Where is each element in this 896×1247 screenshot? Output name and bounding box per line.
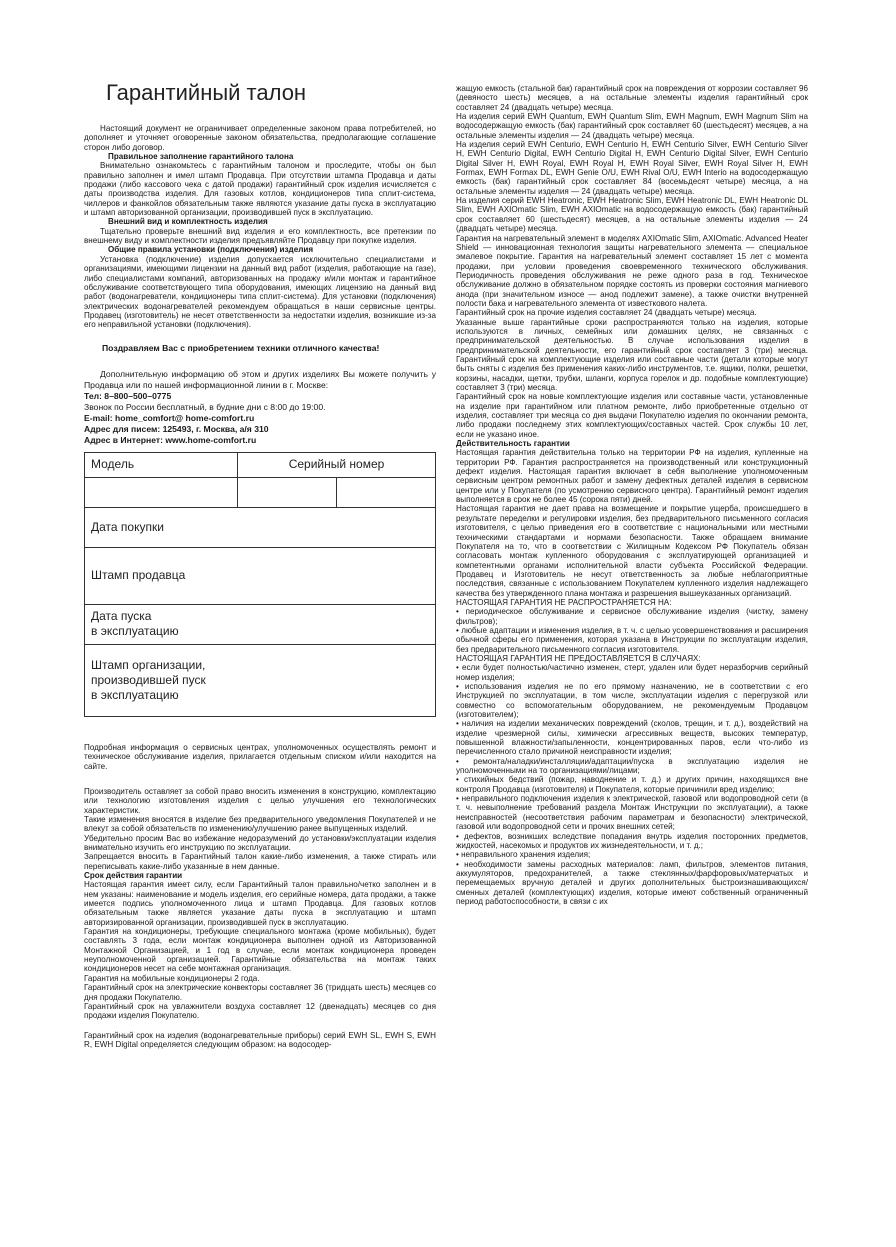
postal-address: Адрес для писем: 125493, г. Москва, а/я 310 xyxy=(84,423,269,434)
hotline-phone: Тел: 8–800–500–0775 xyxy=(84,390,172,401)
more-info-text: Дополнительную информацию об этом и других изделиях Вы можете получить у Продавца или по нашей информационной линии в г. Москве: xyxy=(84,368,436,390)
changes-paragraph-3: Убедительно просим Вас во избежание недоразумений до установки/эксплуатации изделия внимательно изучить его инструкцию по эксплуатации. xyxy=(84,833,436,852)
page-title: Гарантийный талон xyxy=(106,80,307,105)
serial-field-2 xyxy=(337,477,436,507)
warranty-paragraph-6: Гарантийный срок на изделия (водонагревательные приборы) серий EWH SL, EWH S, EWH R, EWH Digital определяется следующим образом: на водосодер- xyxy=(84,1030,436,1049)
not-covered-title: НАСТОЯЩАЯ ГАРАНТИЯ НЕ РАСПРОСТРАНЯЕТСЯ НА: xyxy=(456,597,672,607)
filling-paragraph: Внимательно ознакомьтесь с гарантийным талоном и проследите, чтобы он был правильно заполнен и имел штамп Продавца. При отсутствии штампа Продавца и даты продажи (либо кассового чека с датой продажи) гарантийный срок изделия исчисляется с даты производства изделия. Для газовых котлов, кондиционеров типа сплит-система, чиллеров и фанкойлов обязательным также являются указание даты пуска в эксплуатацию и штамп авторизованной организации, производившей пуск в эксплуатацию. xyxy=(84,161,436,218)
not-provided-item: • неправильного подключения изделия к электрической, газовой или водопроводной сети (в т. ч. невыполнение требований раздела Монтаж Инструкции по эксплуатации), а также неисправностей (несоответствия рабочим параметрам и безопасности) электрической, газовой или водопроводной сети и прочих внешних сетей; xyxy=(456,794,808,832)
not-provided-item: • наличия на изделии механических повреждений (сколов, трещин, и т. д.), воздействий на изделие чрезмерной силы, химически агрессивных веществ, высоких температур, повышенной влажности/запыленности, концентрированных паров, если что-либо из перечисленного стало причиной неисправности изделия; xyxy=(456,719,808,757)
website-address: Адрес в Интернет: www.home-comfort.ru xyxy=(84,434,257,445)
purchase-date-field: Дата покупки xyxy=(85,507,436,547)
right-paragraph-8: Гарантийный срок на новые комплектующие изделия или составные части, установленные на изделие при гарантийном или платном ремонте, либо приобретенные отдельно от изделия, составляет три месяца со дня выдачи Покупателю изделия по окончании ремонта, либо продажи последнему этих комплектующих/составных частей. Срок службы 10 лет, если не указано иное. xyxy=(456,392,808,439)
congratulations-text: Поздравляем Вас с приобретением техники отличного качества! xyxy=(102,342,380,353)
start-date-field xyxy=(85,604,436,644)
not-provided-item: • стихийных бедствий (пожар, наводнение и т. д.) и других причин, находящихся вне контроля Продавца (изготовителя) и Покупателя, которые причинили вред изделию; xyxy=(456,775,808,794)
not-covered-item: • периодическое обслуживание и сервисное обслуживание изделия (чистку, замену фильтров); xyxy=(456,607,808,626)
model-label: Модель xyxy=(85,452,238,477)
warranty-paragraph-4: Гарантийный срок на электрические конвекторы составляет 36 (тридцать шесть) месяцев со дня продажи Покупателю. xyxy=(84,983,436,1002)
right-paragraph-3: На изделия серий EWH Centurio, EWH Centurio H, EWH Centurio Silver, EWH Centurio Silver H, EWH Centurio Digital, EWH Centurio Digital H, EWH Centurio Digital Silver, EWH Centurio Digital Silver H, EWH Royal, EWH Royal H, EWH Royal Silver, EWH Royal Silver H, EWH Formax, EWH Formax DL, EWH Genie O/U, EWH Rival O/U, EWH Interio на водосодержащую емкость (бак) гарантийный срок составляет 84 (восемьдесят четыре) месяца, а на остальные элементы изделия — 24 (двадцать четыре) месяца. xyxy=(456,140,808,196)
appearance-paragraph: Тщательно проверьте внешний вид изделия и его комплектность, все претензии по внешнему виду и комплектности изделия предъявляйте Продавцу при покупке изделия. xyxy=(84,226,436,246)
service-info-paragraph: Подробная информация о сервисных центрах, уполномоченных осуществлять ремонт и техническое обслуживание изделия, прилагается отдельным списком и/или находится на сайте. xyxy=(84,742,436,771)
installer-stamp-field xyxy=(85,644,436,716)
serial-number-label: Серийный номер xyxy=(238,452,436,477)
section-heading-warranty-term: Срок действия гарантии xyxy=(84,871,183,881)
warranty-paragraph-2: Гарантия на кондиционеры, требующие специального монтажа (кроме мобильных), будет составлять 3 года, если монтаж кондиционера выполнен одной из Авторизованной Монтажной Организацией, и 1 год в случае, если монтаж кондиционера проведен неуполномоченной организацией. Гарантийные обязательства на монтаж таких кондиционеров несет на себе монтажная организация. xyxy=(84,927,436,974)
right-paragraph-5: Гарантия на нагревательный элемент в моделях AXIOmatic Slim, AXIOmatic. Advanced Heater Shield — инновационная технология защиты нагревательного элемента — специальное эмалевое покрытие. Гарантия на нагревательный элемент составляет 15 лет с момента продажи, при условии проведения своевременного технического обслуживания. Периодичность проведения обслуживания не реже одного раза в год. Техническое обслуживание должно в обязательном порядке состоять из проверки состояния магниевого анода (при значительном износе — анод подлежит замене), а также очистки внутренней полости бака и нагревательного элемента от известкового налета. xyxy=(456,233,808,308)
intro-paragraph: Настоящий документ не ограничивает определенные законом права потребителей, но дополняет и уточняет оговоренные законом обязательства, предполагающие соглашение сторон либо договор. xyxy=(84,124,436,152)
changes-paragraph-2: Такие изменения вносятся в изделие без предварительного уведомления Покупателей и не влекут за собой обязательств по изменению/улучшению ранее выпущенных изделий. xyxy=(84,814,436,834)
section-heading-appearance: Внешний вид и комплектность изделия xyxy=(108,217,268,227)
right-paragraph-1: жащую емкость (стальной бак) гарантийный срок на повреждения от коррозии составляет 96 (девяносто шесть) месяцев, а на остальные элементы изделия гарантийный срок составляет 24 (двадцать четыре) месяца. xyxy=(456,84,808,112)
not-provided-item: • дефектов, возникших вследствие попадания внутрь изделия посторонних предметов, жидкостей, насекомых и продуктов их жизнедеятельности, и т. д.; xyxy=(456,831,808,850)
section-heading-filling: Правильное заполнение гарантийного талона xyxy=(108,152,294,162)
contact-email: E-mail: home_comfort@ home-comfort.ru xyxy=(84,412,255,423)
not-covered-item: • любые адаптации и изменения изделия, в т. ч. с целью усовершенствования и расширения обычной сферы его применения, которая указана в Инструкции по эксплуатации изделия, без предварительного письменного согласия изготовителя. xyxy=(456,625,808,654)
right-paragraph-4: На изделия серий EWH Heatronic, EWH Heatronic Slim, EWH Heatronic DL, EWH Heatronic DL Slim, EWH AXIOmatic Slim, EWH AXIOmatic на водосодержащую емкость (бак) гарантийный срок составляет 60 (шестьдесят) месяцев, а на остальные элементы изделия — 24 (двадцать четыре) месяца. xyxy=(456,196,808,234)
installation-paragraph: Установка (подключение) изделия допускается исключительно специалистами и организациями, имеющими лицензии на данный вид работ (изделия, работающие на газе), либо специалистами компаний, авторизованных на продажу и/или монтаж и гарантийное обслуживание соответствующего типа оборудования, имеющих лицензию на данный вид работ (водонагреватели, кондиционеры типа сплит-система). Для установки (подключения) электрических водонагревателей рекомендуем обращаться в наши сервисные центры. Продавец (изготовитель) не несет ответственности за недостатки изделия, возникшие из-за его неправильной установки (подключения). xyxy=(84,254,436,330)
installer-stamp-label-line-3: в эксплуатацию xyxy=(91,687,179,702)
call-hours: Звонок по России бесплатный, в будние дни с 8:00 до 19:00. xyxy=(84,401,326,412)
contact-block xyxy=(84,369,436,446)
right-paragraph-7: Указанные выше гарантийные сроки распространяются только на изделия, которые используются в личных, семейных или домашних целях, не связанных с предпринимательской деятельностью. В случае использования изделия в предпринимательской деятельности, его гарантийный срок составляет 3 (три) месяца. Гарантийный срок на комплектующие изделия или составные части (детали которые могут быть сняты с изделия без применения каких-либо инструментов, т.е. ящики, полки, решетки, корзины, насадки, щетки, трубки, шланги, корпуса горелок и др. подобные комплектующие) составляет 3 (три) месяца. xyxy=(456,317,808,392)
changes-paragraph-1: Производитель оставляет за собой право вносить изменения в конструкцию, комплектацию или технологию изготовления изделия с целью улучшения его технологических характеристик. xyxy=(84,786,436,815)
right-paragraph-10: Настоящая гарантия не дает права на возмещение и покрытие ущерба, происшедшего в результате переделки и регулировки изделия, без предварительного письменного согласия изготовителя, с целью приведения его в соответствие с национальными или местными техническими стандартами и нормами безопасности. Также обращаем внимание Покупателя на то, что в соответствии с Жилищным Кодексом РФ Покупатель обязан согласовать монтаж купленного оборудования с эксплуатирующей организацией и компетентными органами исполнительной власти субъекта Российской Федерации. Продавец и Изготовитель не несут ответственность за любые неблагоприятные последствия, связанные с использованием Покупателем купленного изделия надлежащего качества без утвержденного плана монтажа и разрешения вышеуказанных организаций. xyxy=(456,504,808,598)
section-heading-installation: Общие правила установки (подключения) изделия xyxy=(108,245,314,255)
right-paragraph-2: На изделия серий EWH Quantum, EWH Quantum Slim, EWH Magnum, EWH Magnum Slim на водосодержащую емкость (бак) гарантийный срок составляет 60 (шестьдесят) месяцев, а на остальные элементы изделия — 24 (двадцать четыре) месяца. xyxy=(456,112,808,140)
seller-stamp-field: Штамп продавца xyxy=(85,547,436,604)
warranty-paragraph-3: Гарантия на мобильные кондиционеры 2 года. xyxy=(84,973,260,983)
model-field xyxy=(85,477,238,507)
warranty-paragraph-1: Настоящая гарантия имеет силу, если Гарантийный талон правильно/четко заполнен и в нем указаны: наименование и модель изделия, его серийные номера, дата продажи, а также имеется подпись уполномоченного лица и штамп Продавца. Для газовых котлов обязательным также является указание даты пуска в эксплуатацию и штамп авторизированной организации, производившей пуск в эксплуатацию. xyxy=(84,880,436,927)
right-paragraph-6: Гарантийный срок на прочие изделия составляет 24 (двадцать четыре) месяца. xyxy=(456,308,757,318)
not-provided-item: • ремонта/наладки/инсталляции/адаптации/пуска в эксплуатацию изделия не уполномоченными на то организациями/лицами; xyxy=(456,756,808,776)
not-provided-item: • если будет полностью/частично изменен, стерт, удален или будет неразборчив серийный номер изделия; xyxy=(456,663,808,682)
warranty-form-table xyxy=(84,452,436,717)
installer-stamp-label-line-2: производившей пуск xyxy=(91,672,206,687)
changes-paragraph-4: Запрещается вносить в Гарантийный талон какие-либо изменения, а также стирать или переписывать какие-либо указанные в нем данные. xyxy=(84,852,436,871)
not-provided-title: НАСТОЯЩАЯ ГАРАНТИЯ НЕ ПРЕДОСТАВЛЯЕТСЯ В СЛУЧАЯХ: xyxy=(456,653,701,663)
not-provided-item: • использования изделия не по его прямому назначению, не в соответствии с его Инструкцией по эксплуатации, в том числе, эксплуатации изделия с перегрузкой или совместно со вспомогательным оборудованием, не рекомендуемым Продавцом (изготовителем); xyxy=(456,682,808,720)
start-date-label-line-1: Дата пуска xyxy=(91,609,152,624)
installer-stamp-label-line-1: Штамп организации, xyxy=(91,657,206,672)
section-heading-validity: Действительность гарантии xyxy=(456,439,570,449)
left-column xyxy=(84,124,436,1049)
right-paragraph-9: Настоящая гарантия действительна только на территории РФ на изделия, купленные на территории РФ. Гарантия распространяется на производственный или конструкционный дефект изделия. Настоящая гарантия включает в себя выполнение уполномоченным сервисным центром ремонтных работ и замену дефектных деталей изделия в сервисном центре или у Покупателя (по усмотрению сервисного центра). Гарантийный ремонт изделия выполняется в срок не более 45 (сорока пяти) дней. xyxy=(456,448,808,505)
not-provided-item: • неправильного хранения изделия; xyxy=(456,850,591,860)
right-column xyxy=(456,84,808,906)
not-provided-item: • необходимости замены расходных материалов: ламп, фильтров, элементов питания, аккумуляторов, предохранителей, а также стеклянных/фарфоровых/матерчатых и перемещаемых вручную деталей и других дополнительных быстроизнашивающихся/сменных деталей (комплектующих) изделия, которые имеют собственный ограниченный период работоспособности, в связи с их xyxy=(456,859,808,906)
serial-field-1 xyxy=(238,477,337,507)
start-date-label-line-2: в эксплуатацию xyxy=(91,624,179,639)
warranty-paragraph-5: Гарантийный срок на увлажнители воздуха составляет 12 (двенадцать) месяцев со дня продажи изделия Покупателю. xyxy=(84,1001,436,1021)
